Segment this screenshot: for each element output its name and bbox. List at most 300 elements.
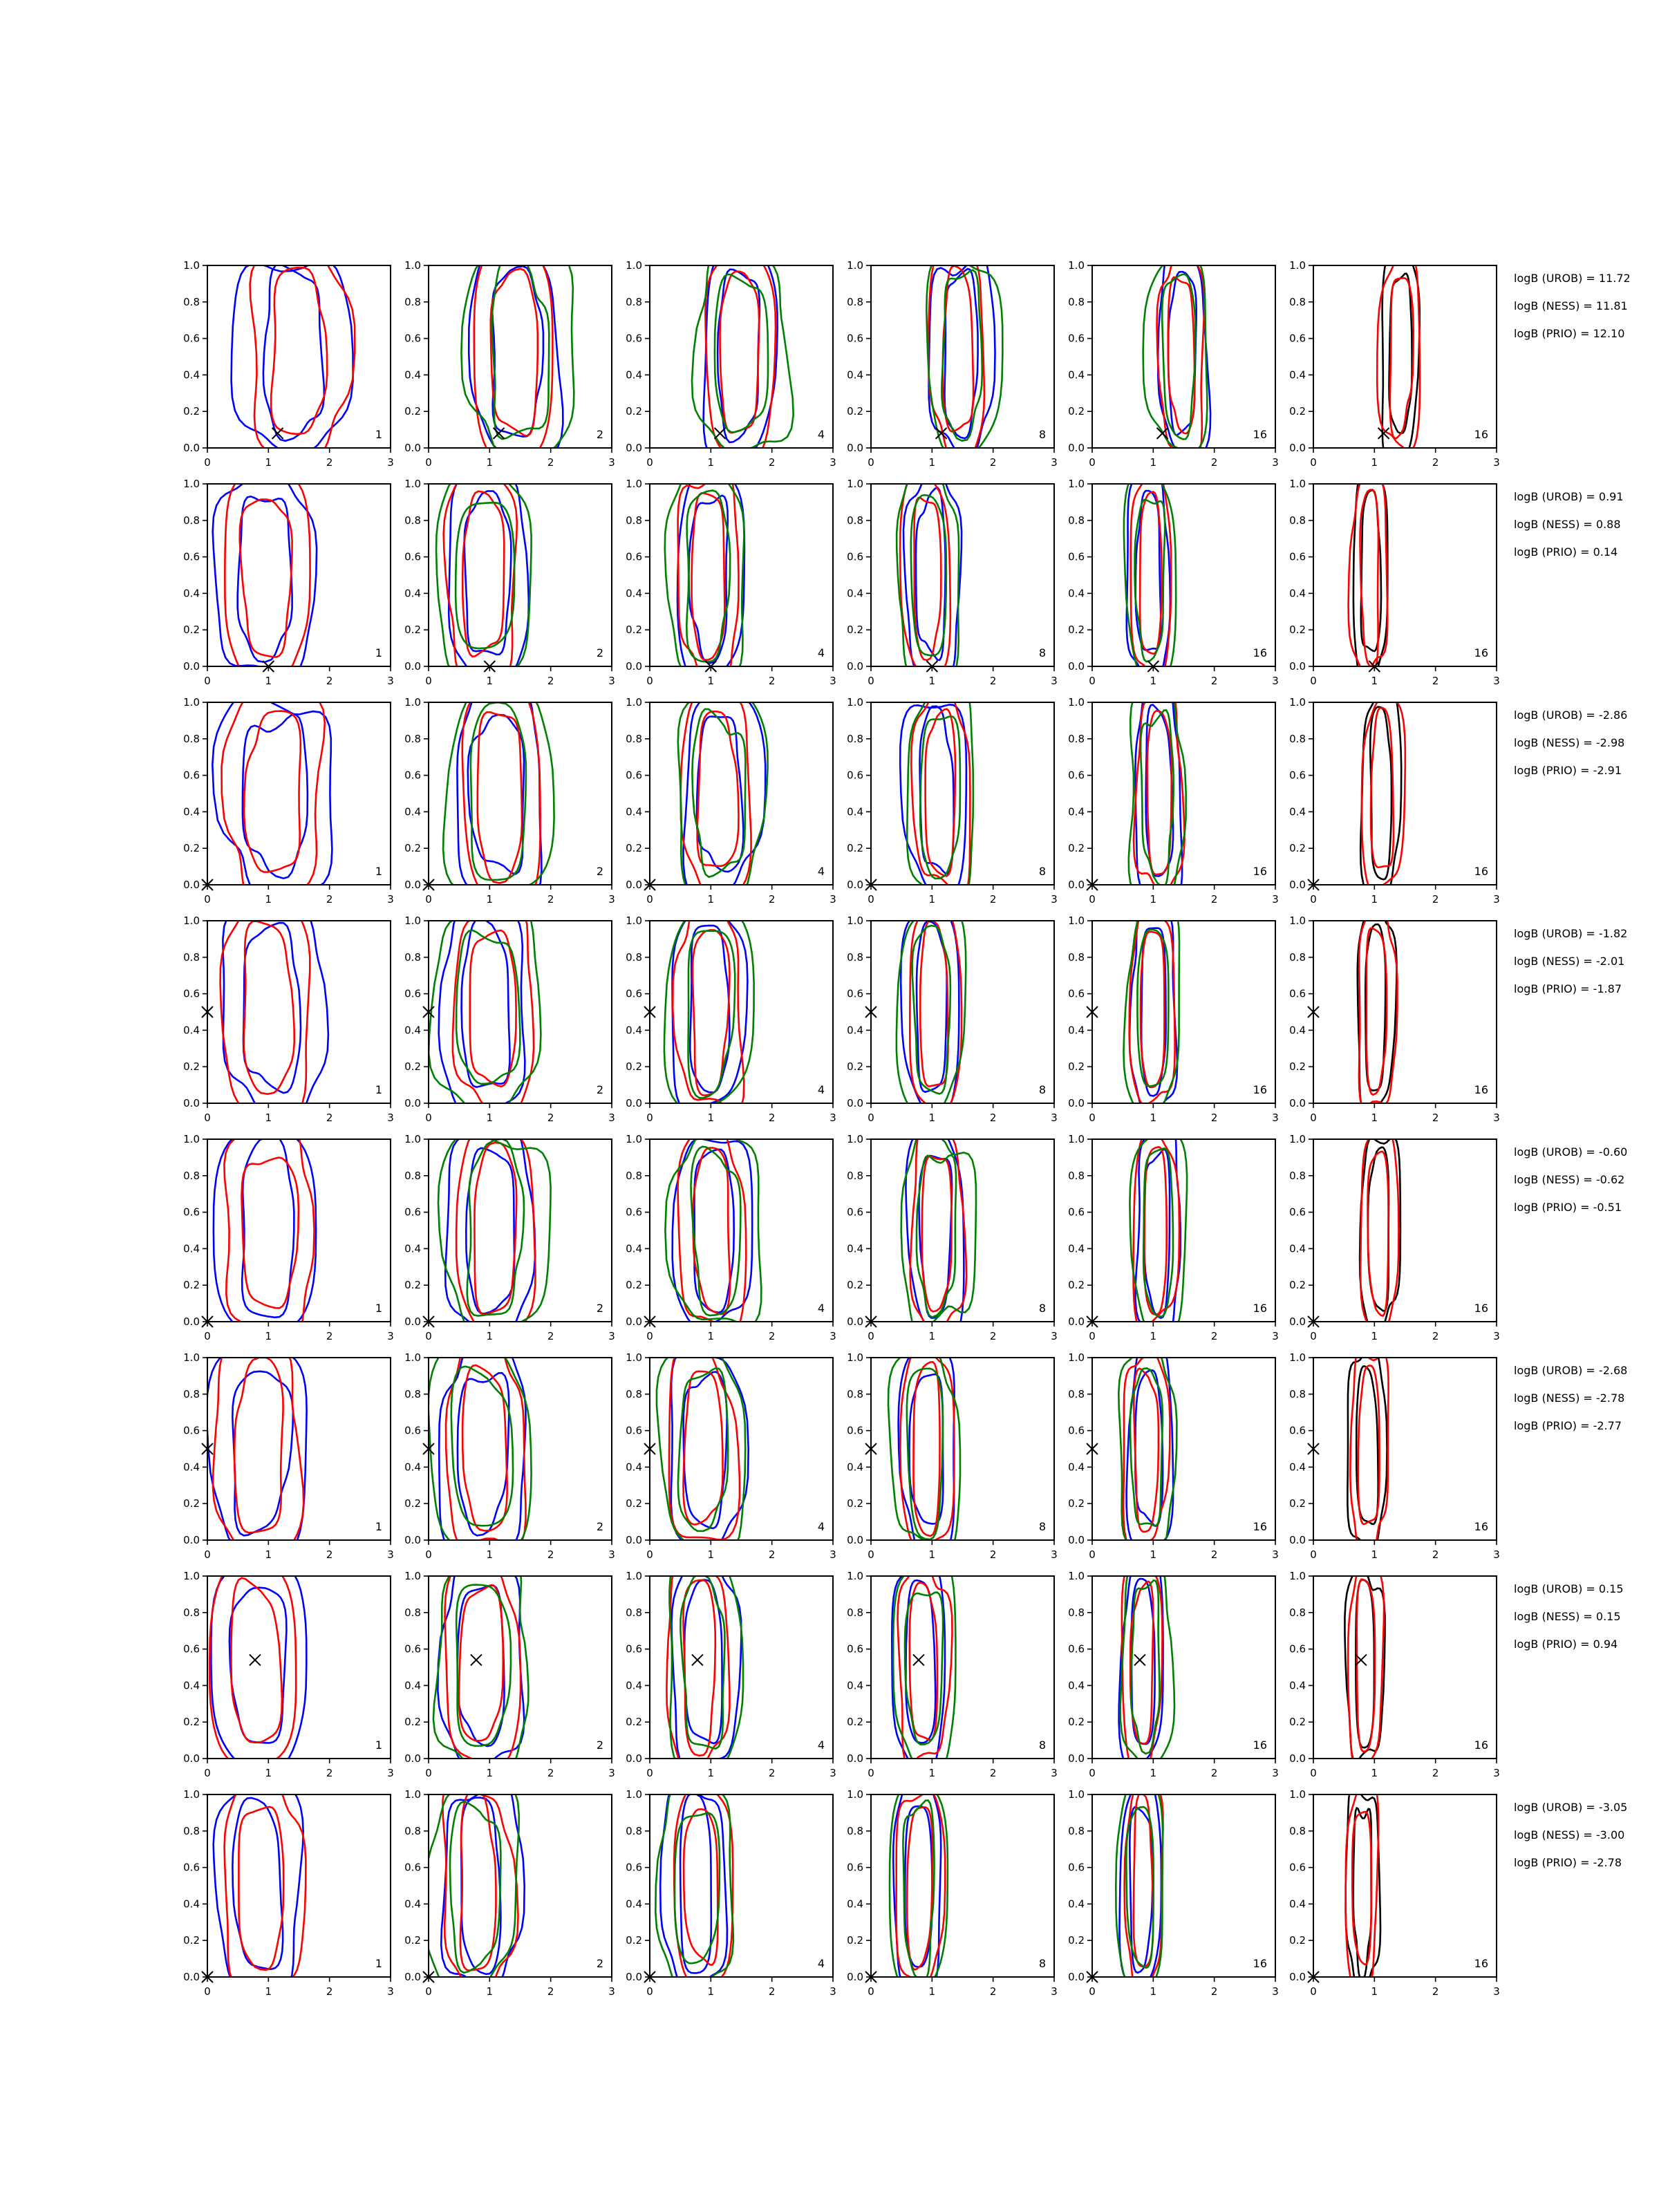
x-tick-label: 2 [989, 1985, 997, 1998]
panel-label: 8 [1038, 646, 1046, 659]
y-tick-label: 0.6 [1289, 769, 1306, 782]
x-tick-label: 0 [1310, 675, 1317, 687]
y-tick-label: 0.0 [1068, 879, 1085, 891]
y-tick-label: 0.2 [847, 1497, 863, 1510]
contour-reference-outer [1382, 262, 1420, 452]
y-tick-label: 0.0 [626, 879, 642, 891]
panel-label: 4 [817, 1083, 825, 1096]
y-tick-label: 1.0 [1068, 1351, 1085, 1364]
contour-group [213, 480, 317, 671]
contour-urob-inner [458, 1373, 509, 1535]
y-tick-label: 0.0 [847, 1097, 863, 1109]
y-tick-label: 0.4 [626, 368, 642, 382]
y-tick-label: 0.8 [1289, 1169, 1306, 1182]
logb-annotation: logB (PRIO) = -1.87 [1514, 982, 1622, 995]
x-tick-label: 0 [425, 1548, 432, 1561]
x-tick-label: 0 [1310, 1330, 1317, 1342]
panel-label: 16 [1474, 865, 1488, 878]
x-tick-label: 1 [1371, 893, 1378, 906]
y-tick-label: 0.2 [626, 1060, 642, 1074]
y-tick-label: 0.4 [626, 1461, 642, 1474]
x-tick-label: 1 [1371, 1112, 1378, 1124]
x-tick-label: 2 [1432, 1330, 1439, 1342]
y-tick-label: 1.0 [626, 259, 642, 272]
panel-label: 8 [1038, 1083, 1046, 1096]
axes-frame [650, 1576, 833, 1759]
y-tick-label: 0.4 [626, 1679, 642, 1692]
contour-group [666, 1573, 743, 1763]
y-tick-label: 0.0 [847, 1534, 863, 1546]
x-tick-label: 2 [1210, 893, 1218, 906]
y-tick-label: 0.8 [847, 1824, 863, 1837]
y-tick-label: 0.8 [404, 950, 421, 964]
contour-group [1358, 917, 1398, 1107]
y-tick-label: 0.2 [404, 624, 421, 637]
y-tick-label: 0.2 [183, 1060, 200, 1074]
x-tick-label: 0 [425, 675, 432, 687]
x-tick-label: 1 [928, 1985, 936, 1998]
y-tick-label: 0.4 [847, 1024, 863, 1037]
y-tick-label: 0.8 [1068, 950, 1085, 964]
subplot-r8-c2 [404, 1788, 615, 1998]
contour-group [438, 1136, 551, 1326]
subplot-r6-c3 [626, 1351, 836, 1561]
x-tick-label: 0 [204, 1330, 211, 1342]
axes-frame [1313, 1139, 1497, 1322]
x-tick-label: 2 [1432, 1112, 1439, 1124]
x-tick-label: 3 [1493, 675, 1500, 687]
x-tick-label: 2 [326, 1985, 333, 1998]
contour-group [209, 1573, 306, 1763]
y-tick-label: 0.4 [183, 805, 200, 818]
y-tick-label: 0.6 [1068, 1861, 1085, 1874]
x-tick-label: 2 [547, 1330, 554, 1342]
x-tick-label: 1 [707, 1330, 715, 1342]
panel-label: 4 [817, 428, 825, 441]
y-tick-label: 0.6 [1289, 1861, 1306, 1874]
y-tick-label: 1.0 [626, 696, 642, 709]
y-tick-label: 0.0 [1068, 660, 1085, 673]
x-tick-label: 2 [547, 1767, 554, 1779]
contour-ness-outer [1348, 1573, 1384, 1763]
panel-label: 16 [1474, 1738, 1488, 1752]
x-tick-label: 3 [608, 1330, 615, 1342]
x-tick-label: 3 [1051, 1330, 1058, 1342]
y-tick-label: 0.6 [183, 1206, 200, 1219]
x-tick-label: 3 [1051, 1985, 1058, 1998]
y-tick-label: 1.0 [847, 915, 863, 927]
y-tick-label: 1.0 [1068, 478, 1085, 490]
y-tick-label: 0.4 [404, 587, 421, 600]
x-tick-label: 3 [387, 893, 394, 906]
x-tick-label: 3 [387, 1330, 394, 1342]
subplot-r8-c4 [847, 1788, 1058, 1998]
y-tick-label: 0.2 [847, 1934, 863, 1947]
logb-annotation: logB (NESS) = -0.62 [1514, 1173, 1625, 1186]
contour-group [1347, 1354, 1388, 1544]
y-tick-label: 0.2 [626, 1716, 642, 1729]
logb-annotation: logB (NESS) = -3.00 [1514, 1828, 1625, 1841]
y-tick-label: 0.8 [847, 1387, 863, 1400]
y-tick-label: 0.2 [1068, 405, 1085, 418]
x-tick-label: 2 [1432, 1767, 1439, 1779]
x-tick-label: 3 [830, 893, 836, 906]
panel-label: 16 [1474, 1520, 1488, 1533]
y-tick-label: 0.0 [626, 1534, 642, 1546]
contour-urob-outer [439, 917, 525, 1107]
y-tick-label: 1.0 [1289, 259, 1306, 272]
subplot-r1-c3 [626, 259, 836, 469]
x-tick-label: 3 [387, 675, 394, 687]
contour-urob-outer [212, 699, 332, 889]
y-tick-label: 0.4 [1068, 1897, 1085, 1911]
contour-group [1124, 917, 1180, 1107]
y-tick-label: 0.6 [847, 332, 863, 345]
x-tick-label: 1 [265, 1330, 272, 1342]
y-tick-label: 0.0 [1289, 1971, 1306, 1983]
y-tick-label: 1.0 [1068, 1570, 1085, 1582]
logb-annotation: logB (UROB) = -2.68 [1514, 1364, 1628, 1377]
true-value-marker [692, 1654, 703, 1665]
y-tick-label: 0.0 [1289, 442, 1306, 454]
true-value-marker [715, 428, 726, 439]
contour-group [1360, 1136, 1400, 1326]
axes-frame [871, 702, 1054, 885]
y-tick-label: 0.8 [847, 950, 863, 964]
contour-urob-outer [672, 1573, 742, 1763]
y-tick-label: 0.4 [183, 1461, 200, 1474]
y-tick-label: 0.8 [626, 1169, 642, 1182]
x-tick-label: 3 [1272, 1112, 1279, 1124]
x-tick-label: 0 [425, 456, 432, 469]
x-tick-label: 3 [830, 456, 836, 469]
x-tick-label: 2 [547, 675, 554, 687]
x-tick-label: 0 [425, 1330, 432, 1342]
panel-label: 16 [1474, 646, 1488, 659]
contour-ness-inner [462, 1365, 507, 1530]
contour-ness-inner [1141, 932, 1164, 1087]
x-tick-label: 1 [1150, 675, 1157, 687]
contour-prio-outer [1143, 262, 1208, 451]
y-tick-label: 0.6 [1068, 332, 1085, 345]
y-tick-label: 0.0 [183, 1315, 200, 1328]
x-tick-label: 0 [204, 1767, 211, 1779]
y-tick-label: 0.4 [183, 1242, 200, 1255]
logb-annotation: logB (NESS) = -2.78 [1514, 1391, 1625, 1405]
subplot-r5-c3 [626, 1133, 836, 1342]
x-tick-label: 3 [830, 1330, 836, 1342]
panel-label: 1 [375, 428, 382, 441]
y-tick-label: 0.6 [183, 1424, 200, 1437]
y-tick-label: 0.8 [404, 1606, 421, 1619]
x-tick-label: 2 [547, 1112, 554, 1124]
y-tick-label: 0.8 [847, 732, 863, 745]
contour-reference-outer [1346, 1791, 1380, 1981]
x-tick-label: 1 [707, 456, 715, 469]
y-tick-label: 0.8 [847, 1169, 863, 1182]
contour-group [212, 699, 332, 889]
x-tick-label: 3 [1051, 1112, 1058, 1124]
contour-ness-inner [684, 1371, 723, 1525]
contour-prio-inner [450, 1801, 500, 1973]
y-tick-label: 0.8 [404, 1387, 421, 1400]
y-tick-label: 0.0 [847, 660, 863, 673]
contour-group [1118, 1354, 1177, 1544]
subplot-r2-c5 [1068, 478, 1279, 687]
y-tick-label: 1.0 [1289, 1570, 1306, 1582]
y-tick-label: 1.0 [404, 1788, 421, 1801]
x-tick-label: 1 [1150, 1985, 1157, 1998]
y-tick-label: 0.2 [404, 1934, 421, 1947]
y-tick-label: 0.8 [626, 1824, 642, 1837]
x-tick-label: 2 [547, 456, 554, 469]
x-tick-label: 1 [486, 1767, 494, 1779]
y-tick-label: 0.2 [1068, 1934, 1085, 1947]
y-tick-label: 1.0 [183, 1570, 200, 1582]
y-tick-label: 0.8 [626, 295, 642, 308]
y-tick-label: 0.0 [847, 1752, 863, 1765]
x-tick-label: 1 [1371, 1767, 1378, 1779]
x-tick-label: 0 [204, 893, 211, 906]
subplot-r8-c5 [1068, 1788, 1279, 1998]
contour-urob-inner [684, 1372, 727, 1528]
y-tick-label: 0.0 [626, 1097, 642, 1109]
contour-group [897, 480, 962, 671]
x-tick-label: 0 [1310, 1767, 1317, 1779]
contour-ness-inner [491, 269, 538, 436]
x-tick-label: 0 [1089, 1985, 1096, 1998]
axes-frame [1313, 484, 1497, 666]
x-tick-label: 0 [868, 893, 874, 906]
subplot-r7-c5 [1068, 1570, 1279, 1779]
panel-label: 2 [596, 1302, 603, 1315]
logb-annotation: logB (UROB) = 0.91 [1514, 490, 1624, 503]
x-tick-label: 2 [1432, 893, 1439, 906]
y-tick-label: 0.0 [183, 879, 200, 891]
subplot-r7-c6 [1289, 1570, 1500, 1779]
y-tick-label: 0.2 [847, 1716, 863, 1729]
contour-urob-inner [462, 919, 510, 1087]
x-tick-label: 1 [265, 456, 272, 469]
x-tick-label: 3 [608, 1985, 615, 1998]
x-tick-label: 1 [1371, 675, 1378, 687]
contour-ness-outer [928, 262, 984, 452]
contour-group [232, 262, 355, 452]
subplot-r2-c3 [626, 478, 836, 687]
y-tick-label: 0.6 [626, 550, 642, 563]
x-tick-label: 0 [204, 456, 211, 469]
panel-label: 16 [1253, 1302, 1267, 1315]
y-tick-label: 0.6 [1289, 550, 1306, 563]
x-tick-label: 2 [326, 893, 333, 906]
subplot-r6-c2 [404, 1351, 615, 1561]
y-tick-label: 1.0 [404, 696, 421, 709]
logb-annotation: logB (UROB) = -0.60 [1514, 1145, 1628, 1159]
x-tick-label: 1 [486, 1330, 494, 1342]
logb-annotation: logB (PRIO) = 0.94 [1514, 1638, 1618, 1651]
y-tick-label: 0.8 [404, 732, 421, 745]
y-tick-label: 0.6 [404, 1642, 421, 1656]
contour-ness-outer [250, 262, 355, 452]
y-tick-label: 0.6 [626, 1642, 642, 1656]
y-tick-label: 1.0 [847, 696, 863, 709]
contour-ness-outer [678, 1136, 747, 1326]
y-tick-label: 0.0 [847, 879, 863, 891]
x-tick-label: 0 [1310, 456, 1317, 469]
axes-frame [1092, 1139, 1275, 1322]
contour-prio-inner [492, 262, 550, 439]
x-tick-label: 2 [1210, 1112, 1218, 1124]
y-tick-label: 0.0 [847, 1971, 863, 1983]
contour-ness-inner [1144, 1147, 1166, 1315]
x-tick-label: 0 [868, 675, 874, 687]
y-tick-label: 0.6 [183, 987, 200, 1000]
y-tick-label: 0.0 [626, 442, 642, 454]
subplot-r8-c1 [183, 1788, 394, 1998]
y-tick-label: 0.8 [404, 1824, 421, 1837]
subplot-r4-c5 [1068, 915, 1279, 1124]
subplot-r4-c3 [626, 915, 836, 1124]
panel-label: 2 [596, 1520, 603, 1533]
x-tick-label: 0 [1089, 675, 1096, 687]
panel-label: 2 [596, 1083, 603, 1096]
axes-frame [207, 484, 391, 666]
y-tick-label: 0.6 [1068, 1642, 1085, 1656]
y-tick-label: 1.0 [183, 1788, 200, 1801]
contour-group [1116, 1791, 1163, 1981]
panel-label: 16 [1474, 1083, 1488, 1096]
x-tick-label: 2 [768, 1330, 776, 1342]
axes-frame [429, 265, 612, 448]
y-tick-label: 0.6 [1068, 987, 1085, 1000]
x-tick-label: 0 [646, 1112, 653, 1124]
x-tick-label: 0 [425, 893, 432, 906]
x-tick-label: 3 [1272, 1767, 1279, 1779]
x-tick-label: 1 [486, 1548, 494, 1561]
y-tick-label: 0.2 [1289, 1934, 1306, 1947]
subplot-r6-c1 [183, 1351, 394, 1561]
x-tick-label: 0 [1310, 893, 1317, 906]
x-tick-label: 0 [1089, 1767, 1096, 1779]
x-tick-label: 3 [608, 1767, 615, 1779]
contour-ness-inner [943, 266, 973, 432]
x-tick-label: 3 [1493, 456, 1500, 469]
subplot-r1-c2 [404, 259, 615, 469]
x-tick-label: 3 [387, 1548, 394, 1561]
x-tick-label: 3 [830, 1767, 836, 1779]
contour-group [900, 699, 973, 889]
y-tick-label: 0.4 [404, 1242, 421, 1255]
contour-group [1143, 262, 1211, 452]
panel-label: 16 [1253, 865, 1267, 878]
subplot-r6-c5 [1068, 1351, 1279, 1561]
subplot-r1-c1 [183, 259, 394, 469]
x-tick-label: 0 [204, 1548, 211, 1561]
contour-urob-inner [680, 1794, 711, 1974]
x-tick-label: 0 [1089, 1548, 1096, 1561]
y-tick-label: 0.2 [1068, 1060, 1085, 1074]
x-tick-label: 2 [768, 1767, 776, 1779]
contour-ness-outer [1131, 480, 1172, 671]
x-tick-label: 1 [928, 893, 936, 906]
y-tick-label: 0.0 [1068, 442, 1085, 454]
y-tick-label: 0.8 [847, 295, 863, 308]
y-tick-label: 0.8 [847, 514, 863, 527]
contour-prio-outer [1121, 1573, 1174, 1763]
subplot-r1-c5 [1068, 259, 1279, 469]
y-tick-label: 1.0 [626, 1788, 642, 1801]
x-tick-label: 2 [326, 456, 333, 469]
x-tick-label: 1 [265, 893, 272, 906]
x-tick-label: 3 [1493, 1767, 1500, 1779]
x-tick-label: 0 [646, 893, 653, 906]
y-tick-label: 0.4 [183, 1897, 200, 1911]
x-tick-label: 2 [989, 1330, 997, 1342]
y-tick-label: 0.6 [847, 1206, 863, 1219]
y-tick-label: 0.6 [1289, 1206, 1306, 1219]
panel-label: 16 [1253, 1520, 1267, 1533]
y-tick-label: 0.2 [183, 1279, 200, 1292]
y-tick-label: 0.2 [183, 1716, 200, 1729]
x-tick-label: 2 [989, 456, 997, 469]
y-tick-label: 0.0 [847, 442, 863, 454]
x-tick-label: 1 [486, 675, 494, 687]
x-tick-label: 1 [928, 1112, 936, 1124]
subplot-r3-c1 [183, 696, 394, 906]
x-tick-label: 3 [1272, 456, 1279, 469]
y-tick-label: 0.0 [404, 1097, 421, 1109]
contour-group [461, 262, 574, 452]
y-tick-label: 0.6 [626, 769, 642, 782]
y-tick-label: 0.2 [626, 405, 642, 418]
contour-urob-outer [449, 480, 529, 671]
contour-group [429, 1354, 532, 1544]
subplot-r4-c1 [183, 915, 394, 1124]
x-tick-label: 1 [928, 1767, 936, 1779]
x-tick-label: 1 [707, 1112, 715, 1124]
x-tick-label: 0 [1089, 1112, 1096, 1124]
panel-label: 16 [1253, 428, 1267, 441]
y-tick-label: 0.0 [1289, 1097, 1306, 1109]
y-tick-label: 0.2 [183, 842, 200, 855]
y-tick-label: 1.0 [847, 1133, 863, 1145]
y-tick-label: 0.6 [183, 1861, 200, 1874]
contour-prio-outer [670, 1573, 744, 1763]
contour-urob-outer [223, 917, 328, 1107]
x-tick-label: 3 [608, 893, 615, 906]
logb-annotation: logB (PRIO) = -2.91 [1514, 764, 1622, 777]
y-tick-label: 0.8 [404, 295, 421, 308]
y-tick-label: 0.6 [404, 987, 421, 1000]
y-tick-label: 0.2 [183, 1934, 200, 1947]
x-tick-label: 3 [1272, 1330, 1279, 1342]
y-tick-label: 0.2 [1068, 1279, 1085, 1292]
contour-group [443, 699, 554, 889]
axes-frame [871, 265, 1054, 448]
contour-ness-outer [224, 1136, 314, 1326]
y-tick-label: 1.0 [1289, 1351, 1306, 1364]
y-tick-label: 1.0 [1289, 1133, 1306, 1145]
x-tick-label: 3 [1272, 675, 1279, 687]
panel-label: 8 [1038, 865, 1046, 878]
contour-group [214, 1791, 306, 1981]
contour-urob-outer [929, 262, 995, 452]
x-tick-label: 1 [707, 893, 715, 906]
panel-label: 16 [1474, 428, 1488, 441]
contour-group [214, 1136, 316, 1326]
y-tick-label: 0.0 [404, 879, 421, 891]
y-tick-label: 0.2 [404, 1497, 421, 1510]
